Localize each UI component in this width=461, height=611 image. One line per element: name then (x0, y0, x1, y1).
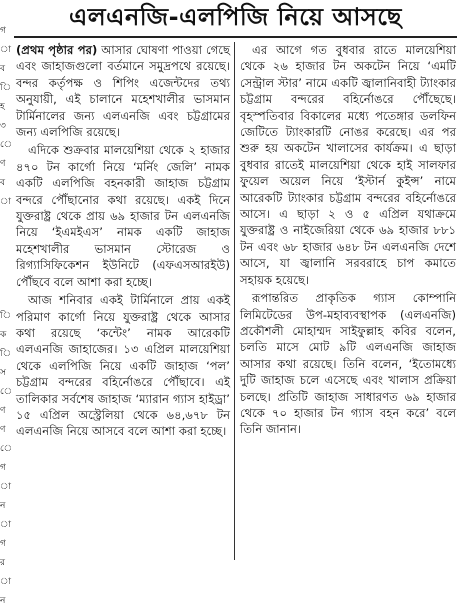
left-paragraph-2: এদিকে শুক্রবার মালয়েশিয়া থেকে ২ হাজার ৪৭০ টন কার্গো নিয়ে ‘মর্নিং জেলি’ নামক একটি এলপিজি বহনকারী জাহাজ চট্টগ্রাম বন্দরে পৌঁছানোর কথা রয়েছে। একই দিনে যুক্তরাষ্ট্র থেকে প্রায় ৬৯ হাজার টন এলএনজি নিয়ে ‘ইএমইএস’ নামক একটি জাহাজ মহেশখালীর ভাসমান স্টোরেজ ও রিগ্যাসিফিকেশন ইউনিটে (এফএসআরইউ) পৌঁছবে বলে আশা করা হচ্ছে। (16, 143, 230, 289)
edge-mark: র (0, 558, 5, 568)
edge-mark (0, 269, 12, 288)
right-paragraph-1: এর আগে গত বুধবার রাতে মালয়েশিয়া থেকে ২৬ হাজার টন অকটেন নিয়ে ‘এমটি সেন্ট্রাল স্টার’ নামে একটি জ্বালানিবাহী ট্যাংকার চট্টগ্রাম বন্দরের বহির্নোঙরে পৌঁছেছে। বৃহস্পতিবার বিকালের মধ্যে পতেঙ্গার ডলফিন জেটিতে ট্যাংকারটি নোঙর করেছে। এর পর শুরু হয় অকটেন খালাসের কার্যক্রম। এ ছাড়া বুধবার রাতেই মালয়েশিয়া থেকে হাই সালফার ফুয়েল অয়েল নিয়ে ‘ইস্টার্ন কুইন্স’ নামে আরেকটি ট্যাংকার চট্টগ্রাম বন্দরের বহির্নোঙরে আসে। এ ছাড়া ২ ও ৫ এপ্রিল যথাক্রমে যুক্তরাষ্ট্র ও নাইজেরিয়া থেকে ৬৯ হাজার ৮৮১ টন এবং ৬৮ হাজার ৬৪৮ টন এলএনজি দেশে আসে, যা জ্বালানি সরবরাহে চাপ কমাতে সহায়ক হয়েছে। (240, 43, 456, 287)
edge-mark: গ (0, 539, 6, 549)
right-column (240, 42, 456, 562)
edge-mark: ব (0, 178, 6, 188)
left-paragraph-1 (16, 42, 230, 140)
edge-mark: ি (0, 83, 12, 93)
adjacent-column-edge (0, 0, 13, 606)
edge-mark (0, 250, 12, 269)
edge-mark: ি (0, 311, 12, 321)
edge-mark: া (0, 520, 12, 530)
edge-mark: ে (0, 140, 13, 150)
edge-mark: ে (0, 444, 13, 454)
edge-mark: া (0, 197, 12, 207)
edge-mark (0, 231, 12, 250)
left-column (16, 42, 230, 562)
continuation-lead: (প্রথম পৃষ্ঠার পর) (16, 43, 98, 57)
edge-mark: ন (0, 596, 6, 606)
left-paragraph-1-text: আসার ঘোষণা পাওয়া গেছে এবং জাহাজগুলো বর্তমানে সমুদ্রপথে রয়েছে। বন্দর কর্তৃপক্ষ ও শিপিং এজেন্টদের তথ্য অনুযায়ী, এই চালানে মহেশখালীর ভাসমান টার্মিনালের জন্য এলএনজি এবং চট্টগ্রামের জন্য এলপিজি রয়েছে। (16, 43, 230, 140)
edge-mark: ণ (0, 159, 6, 169)
headline: এলএনজি-এলপিজি নিয়ে আসছে (14, 2, 457, 38)
edge-mark (0, 288, 12, 307)
edge-mark: হ (0, 102, 5, 112)
edge-mark: ৩ (0, 121, 6, 131)
right-paragraph-2: রূপান্তরিত প্রাকৃতিক গ্যাস কোম্পানি লিমিটেডের উপ-মহাব্যবস্থাপক (এলএনজি) প্রকৌশলী মোহাম্মদ সাইফুল্লাহ কবির বলেন, চলতি মাসে মোট ৯টি এলএনজি জাহাজ আসার কথা রয়েছে। তিনি বলেন, ‘ইতোমধ্যে দুটি জাহাজ চলে এসেছে এবং খালাস প্রক্রিয়া চলছে। প্রতিটি জাহাজ সাধারণত ৬৯ হাজার থেকে ৭০ হাজার টন গ্যাস বহন করে’ বলে তিনি জানান। (240, 291, 456, 437)
edge-mark: ণ (0, 406, 6, 416)
edge-mark: া (0, 577, 12, 587)
edge-mark: ব (0, 64, 6, 74)
edge-mark: ণ (0, 425, 6, 435)
edge-mark: ে (0, 387, 13, 397)
edge-mark: া (0, 482, 12, 492)
edge-mark: ি (0, 349, 12, 359)
edge-mark: স (0, 368, 6, 378)
edge-mark: গ (0, 463, 6, 473)
edge-mark: ন (0, 501, 6, 511)
edge-mark: া (0, 45, 12, 55)
left-paragraph-3: আজ শনিবার একই টার্মিনালে প্রায় একই পরিমাণ কার্গো নিয়ে যুক্তরাষ্ট্র থেকে আসার কথা রয়েছে ‘কন্টেং’ নামক আরেকটি এলএনজি জাহাজের। ১৩ এপ্রিল মালয়েশিয়া থেকে এলপিজি নিয়ে একটি জাহাজ ‘পল’ চট্টগ্রাম বন্দরের বহির্নোঙরে পৌঁছাবে। এই তালিকার সর্বশেষ জাহাজ ‘ম্যারান গ্যাস হাইড্রা’ ১৫ এপ্রিল অস্ট্রেলিয়া থেকে ৬৪,৬৭৮ টন এলএনজি নিয়ে আসবে বলে আশা করা হচ্ছে। (16, 293, 230, 439)
edge-mark: ক (0, 330, 7, 340)
edge-mark: গ (0, 26, 6, 36)
column-divider (234, 42, 235, 560)
edge-mark (0, 212, 12, 231)
